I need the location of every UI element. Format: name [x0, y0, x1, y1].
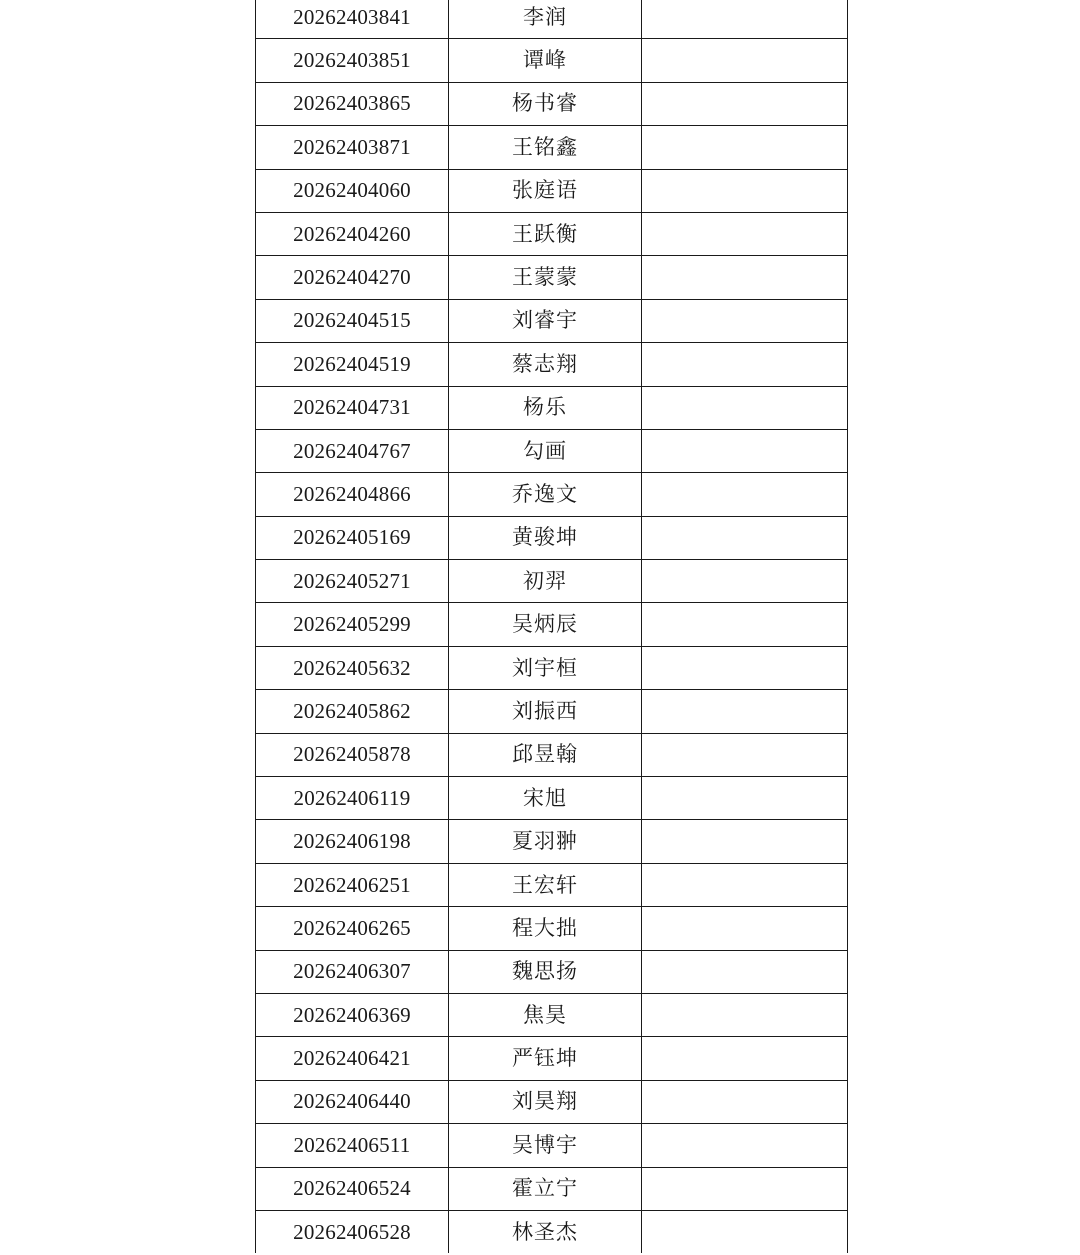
student-name-cell: 林圣杰	[449, 1210, 642, 1253]
table-row	[256, 429, 848, 472]
student-id-cell: 20262403865	[256, 82, 449, 125]
note-cell	[642, 386, 848, 429]
student-name-cell: 杨乐	[449, 386, 642, 429]
student-id-cell: 20262405632	[256, 646, 449, 689]
table-row	[256, 733, 848, 776]
student-name-cell: 杨书睿	[449, 82, 642, 125]
student-id-cell: 20262406421	[256, 1037, 449, 1080]
student-name-cell: 吴博宇	[449, 1124, 642, 1167]
note-cell	[642, 0, 848, 39]
note-cell	[642, 299, 848, 342]
student-name-cell: 谭峰	[449, 39, 642, 82]
note-cell	[642, 690, 848, 733]
table-row	[256, 386, 848, 429]
table-row	[256, 516, 848, 559]
student-name-cell: 王铭鑫	[449, 126, 642, 169]
student-name-cell: 宋旭	[449, 777, 642, 820]
table-row	[256, 1210, 848, 1253]
note-cell	[642, 212, 848, 255]
student-id-cell: 20262405169	[256, 516, 449, 559]
table-row	[256, 0, 848, 39]
note-cell	[642, 863, 848, 906]
student-id-cell: 20262404519	[256, 343, 449, 386]
note-cell	[642, 516, 848, 559]
note-cell	[642, 603, 848, 646]
table-row	[256, 169, 848, 212]
note-cell	[642, 343, 848, 386]
student-id-cell: 20262403851	[256, 39, 449, 82]
table-row	[256, 560, 848, 603]
note-cell	[642, 950, 848, 993]
table-row	[256, 950, 848, 993]
student-id-cell: 20262406524	[256, 1167, 449, 1210]
note-cell	[642, 169, 848, 212]
note-cell	[642, 1167, 848, 1210]
student-id-cell: 20262404515	[256, 299, 449, 342]
table-row	[256, 993, 848, 1036]
student-name-cell: 邱昱翰	[449, 733, 642, 776]
student-name-cell: 黄骏坤	[449, 516, 642, 559]
note-cell	[642, 777, 848, 820]
note-cell	[642, 733, 848, 776]
table-row	[256, 82, 848, 125]
student-name-cell: 夏羽翀	[449, 820, 642, 863]
table-row	[256, 863, 848, 906]
student-id-cell: 20262404866	[256, 473, 449, 516]
note-cell	[642, 820, 848, 863]
note-cell	[642, 560, 848, 603]
note-cell	[642, 1080, 848, 1123]
note-cell	[642, 646, 848, 689]
student-id-cell: 20262406369	[256, 993, 449, 1036]
student-id-cell: 20262406119	[256, 777, 449, 820]
student-id-cell: 20262405299	[256, 603, 449, 646]
student-id-cell: 20262405878	[256, 733, 449, 776]
student-name-cell: 蔡志翔	[449, 343, 642, 386]
student-id-cell: 20262406307	[256, 950, 449, 993]
table-row	[256, 907, 848, 950]
note-cell	[642, 82, 848, 125]
table-row	[256, 256, 848, 299]
student-id-cell: 20262406440	[256, 1080, 449, 1123]
note-cell	[642, 429, 848, 472]
table-row	[256, 126, 848, 169]
student-name-cell: 吴炳辰	[449, 603, 642, 646]
student-name-cell: 王宏轩	[449, 863, 642, 906]
table-row	[256, 39, 848, 82]
table-row	[256, 299, 848, 342]
student-id-cell: 20262403841	[256, 0, 449, 39]
student-name-cell: 张庭语	[449, 169, 642, 212]
student-id-cell: 20262406511	[256, 1124, 449, 1167]
note-cell	[642, 256, 848, 299]
table-row	[256, 690, 848, 733]
table-row	[256, 1167, 848, 1210]
student-id-cell: 20262405862	[256, 690, 449, 733]
student-name-cell: 刘昊翔	[449, 1080, 642, 1123]
table-row	[256, 212, 848, 255]
roster-table-body	[256, 0, 848, 1253]
student-name-cell: 乔逸文	[449, 473, 642, 516]
note-cell	[642, 126, 848, 169]
student-name-cell: 刘振西	[449, 690, 642, 733]
note-cell	[642, 993, 848, 1036]
student-name-cell: 严钰坤	[449, 1037, 642, 1080]
student-id-cell: 20262404260	[256, 212, 449, 255]
roster-table	[255, 0, 848, 1253]
table-row	[256, 1124, 848, 1167]
note-cell	[642, 39, 848, 82]
student-id-cell: 20262403871	[256, 126, 449, 169]
note-cell	[642, 907, 848, 950]
student-name-cell: 王蒙蒙	[449, 256, 642, 299]
student-name-cell: 霍立宁	[449, 1167, 642, 1210]
note-cell	[642, 1124, 848, 1167]
student-id-cell: 20262406528	[256, 1210, 449, 1253]
student-name-cell: 程大拙	[449, 907, 642, 950]
student-name-cell: 刘睿宇	[449, 299, 642, 342]
table-row	[256, 646, 848, 689]
table-row	[256, 603, 848, 646]
student-name-cell: 王跃衡	[449, 212, 642, 255]
student-id-cell: 20262404270	[256, 256, 449, 299]
student-id-cell: 20262404731	[256, 386, 449, 429]
student-id-cell: 20262405271	[256, 560, 449, 603]
student-name-cell: 魏思扬	[449, 950, 642, 993]
student-id-cell: 20262406251	[256, 863, 449, 906]
note-cell	[642, 473, 848, 516]
note-cell	[642, 1037, 848, 1080]
student-id-cell: 20262404767	[256, 429, 449, 472]
student-id-cell: 20262406265	[256, 907, 449, 950]
student-name-cell: 焦昊	[449, 993, 642, 1036]
student-name-cell: 刘宇桓	[449, 646, 642, 689]
table-row	[256, 820, 848, 863]
student-name-cell: 李润	[449, 0, 642, 39]
student-id-cell: 20262404060	[256, 169, 449, 212]
table-row	[256, 473, 848, 516]
student-id-cell: 20262406198	[256, 820, 449, 863]
table-row	[256, 343, 848, 386]
student-name-cell: 初羿	[449, 560, 642, 603]
table-row	[256, 777, 848, 820]
note-cell	[642, 1210, 848, 1253]
table-row	[256, 1037, 848, 1080]
table-row	[256, 1080, 848, 1123]
student-name-cell: 勾画	[449, 429, 642, 472]
